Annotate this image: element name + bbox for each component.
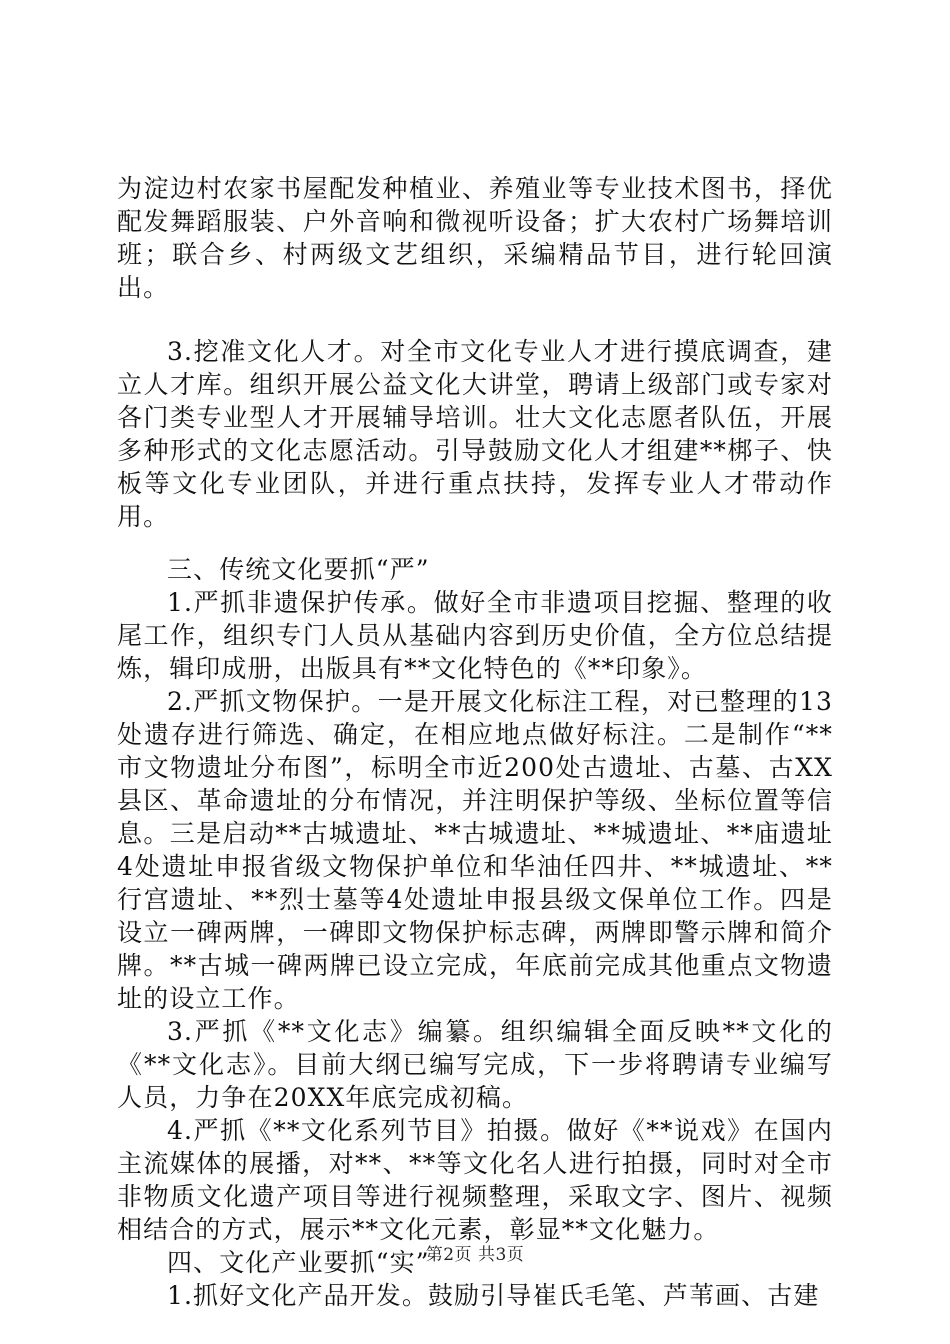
paragraph-culture-programs: 4.严抓《**文化系列节目》拍摄。做好《**说戏》在国内主流媒体的展播，对**、**等文化名人进行拍摄，同时对全市非物质文化遗产项目等进行视频整理，采取文字、图片、视频相结合的方式，展示**文化元素，彰显**文化魅力。 xyxy=(117,1116,833,1244)
document-body xyxy=(117,172,833,1312)
page-footer: 第2页 共3页 xyxy=(425,1245,525,1265)
paragraph-intangible-heritage: 1.严抓非遗保护传承。做好全市非遗项目挖掘、整理的收尾工作，组织专门人员从基础内容到历史价值，全方位总结提炼，辑印成册，出版具有**文化特色的《**印象》。 xyxy=(117,588,833,683)
paragraph-product-development: 1.抓好文化产品开发。鼓励引导崔氏毛笔、芦苇画、古建 xyxy=(167,1281,820,1310)
section-heading-traditional-culture: 三、传统文化要抓“严” xyxy=(167,555,430,584)
paragraph-culture-talent: 3.挖准文化人才。对全市文化专业人才进行摸底调查，建立人才库。组织开展公益文化大讲堂，聘请上级部门或专家对各门类专业型人才开展辅导培训。壮大文化志愿者队伍，开展多种形式的文化志愿活动。引导鼓励文化人才组建**梆子、快板等文化专业团队，并进行重点扶持，发挥专业人才带动作用。 xyxy=(117,337,833,531)
paragraph-relics-protection: 2.严抓文物保护。一是开展文化标注工程，对已整理的13处遗存进行筛选、确定，在相应地点做好标注。二是制作“**市文物遗址分布图”，标明全市近200处古遗址、古墓、古XX县区、革命遗址的分布情况，并注明保护等级、坐标位置等信息。三是启动**古城遗址、**古城遗址、**城遗址、**庙遗址4处遗址申报省级文物保护单位和华油任四井、**城遗址、**行宫遗址、**烈士墓等4处遗址申报县级文保单位工作。四是设立一碑两牌，一碑即文物保护标志碑，两牌即警示牌和简介牌。**古城一碑两牌已设立完成，年底前完成其他重点文物遗址的设立工作。 xyxy=(117,687,833,1013)
paragraph-continuation: 为淀边村农家书屋配发种植业、养殖业等专业技术图书，择优配发舞蹈服装、户外音响和微视听设备；扩大农村广场舞培训班；联合乡、村两级文艺组织，采编精品节目，进行轮回演出。 xyxy=(117,174,833,302)
section-heading-culture-industry: 四、文化产业要抓“实” xyxy=(167,1248,430,1277)
paragraph-culture-annals: 3.严抓《**文化志》编纂。组织编辑全面反映**文化的《**文化志》。目前大纲已编写完成，下一步将聘请专业编写人员，力争在20XX年底完成初稿。 xyxy=(117,1017,833,1112)
